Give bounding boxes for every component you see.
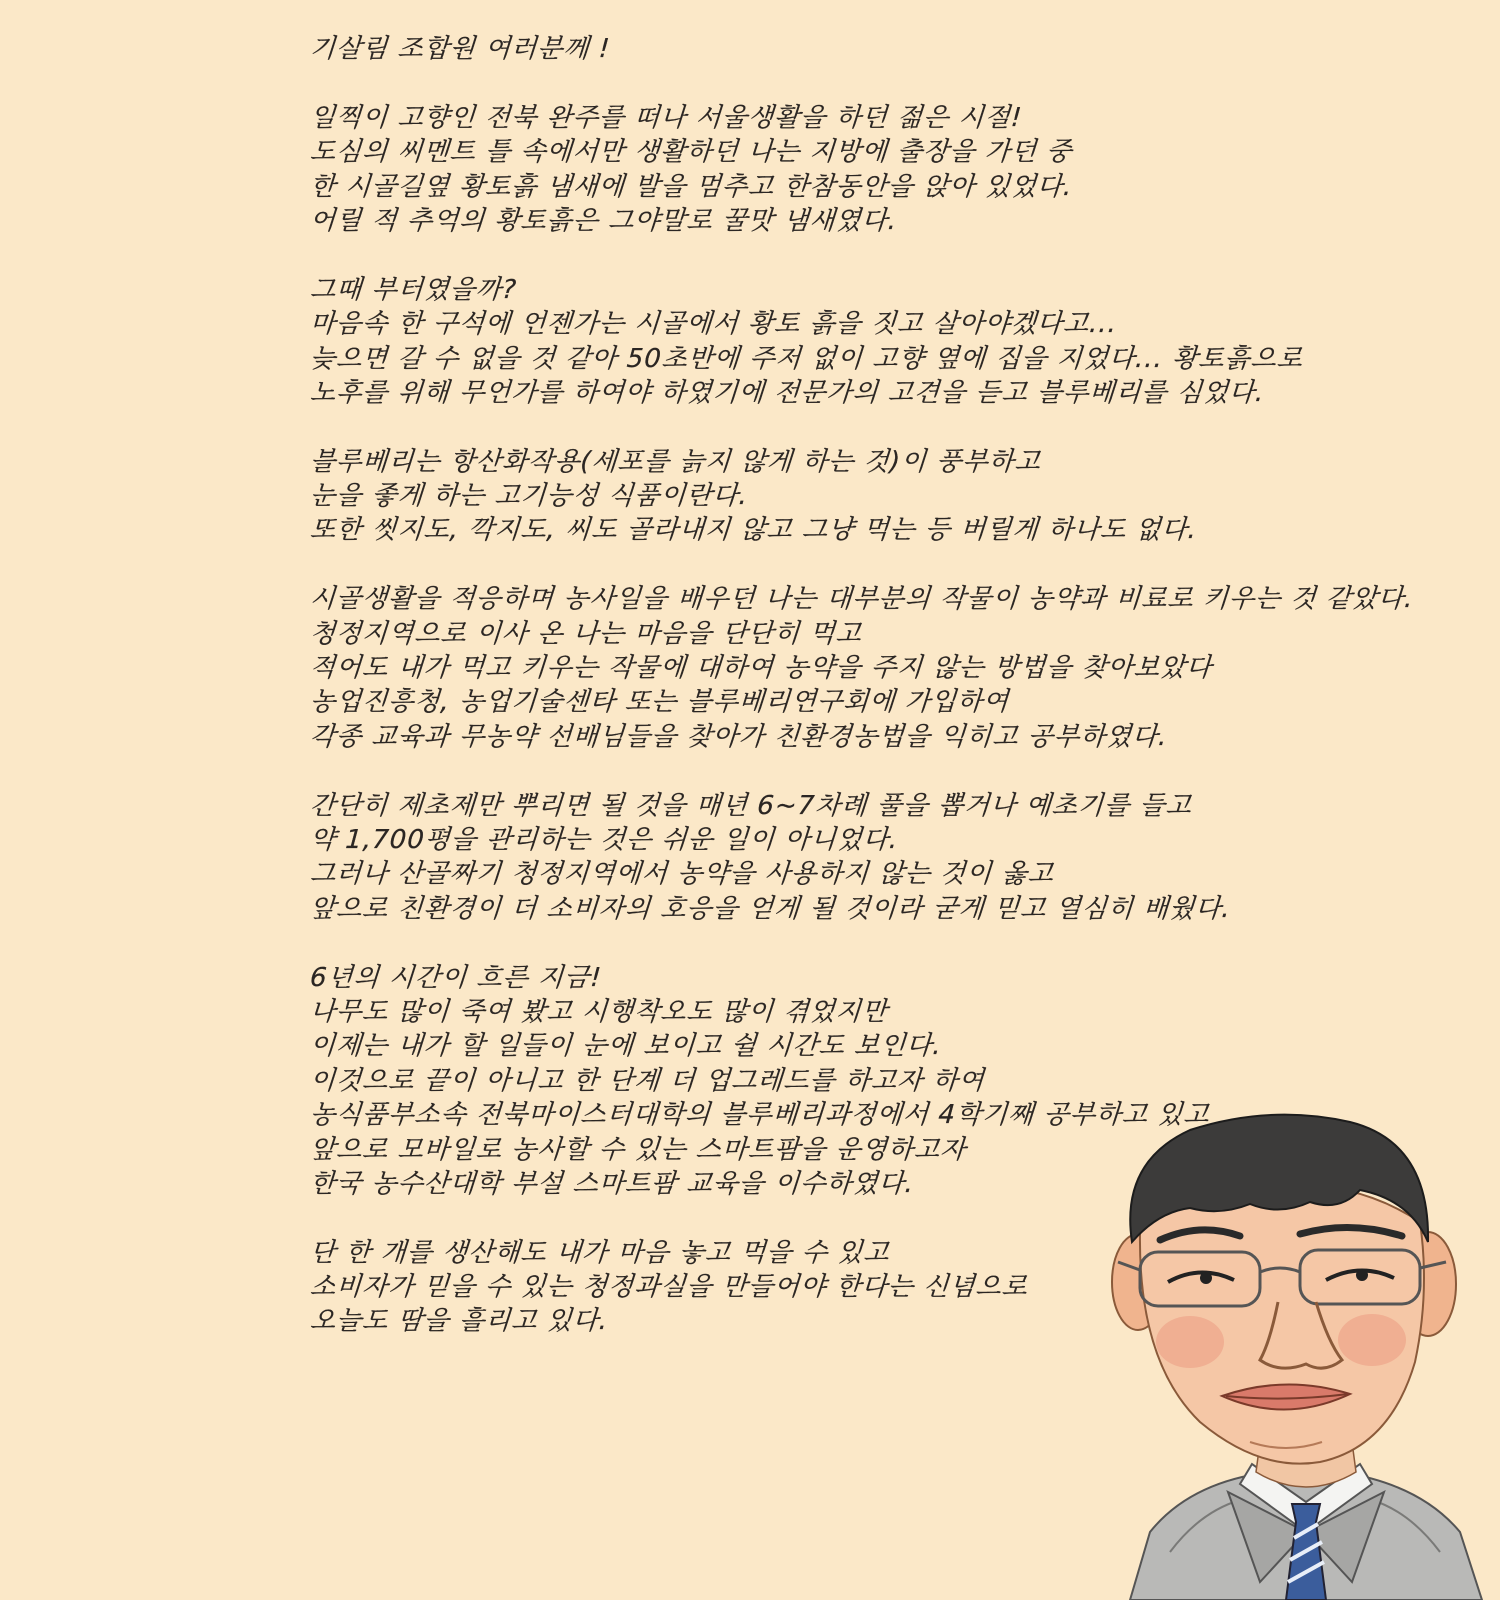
letter-line: 시골생활을 적응하며 농사일을 배우던 나는 대부분의 작물이 농약과 비료로 키우는 것 같았다.: [308, 584, 1415, 615]
letter-line: 앞으로 모바일로 농사할 수 있는 스마트팜을 운영하고자: [308, 1134, 968, 1165]
letter-greeting: 기살림 조합원 여러분께 !: [308, 34, 612, 64]
letter-line: 이제는 내가 할 일들이 눈에 보이고 쉴 시간도 보인다.: [308, 1031, 943, 1062]
letter-line: 앞으로 친환경이 더 소비자의 호응을 얻게 될 것이라 굳게 믿고 열심히 배웠다.: [308, 893, 1232, 924]
letter-line: 이것으로 끝이 아니고 한 단계 더 업그레드를 하고자 하여: [308, 1065, 986, 1096]
letter-line: 6년의 시간이 흐른 지금!: [308, 962, 603, 993]
paragraph-gap: [310, 754, 1240, 788]
letter-line: 눈을 좋게 하는 고기능성 식품이란다.: [308, 481, 750, 512]
letter-line: 청정지역으로 이사 온 나는 마음을 단단히 먹고: [308, 618, 863, 649]
letter-line: 소비자가 믿을 수 있는 청정과실을 만들어야 한다는 신념으로: [308, 1272, 1029, 1303]
author-caricature-portrait: [1110, 1112, 1500, 1600]
paragraph-gap: [310, 1201, 1240, 1235]
letter-line: 각종 교육과 무농약 선배님들을 찾아가 친환경농법을 익히고 공부하였다.: [308, 721, 1169, 752]
letter-line: 노후를 위해 무언가를 하여야 하였기에 전문가의 고견을 듣고 블루베리를 심었다.: [308, 377, 1266, 408]
letter-line: 단 한 개를 생산해도 내가 마음 놓고 먹을 수 있고: [308, 1237, 891, 1268]
letter-line: 도심의 씨멘트 틀 속에서만 생활하던 나는 지방에 출장을 가던 중: [308, 137, 1074, 168]
paragraph-gap: [310, 410, 1240, 444]
letter-line: 일찍이 고향인 전북 완주를 떠나 서울생활을 하던 젊은 시절!: [308, 102, 1024, 133]
handwritten-letter: [308, 32, 1415, 1339]
letter-line: 또한 씻지도, 깍지도, 씨도 골라내지 않고 그냥 먹는 등 버릴게 하나도 없다.: [308, 515, 1199, 546]
letter-line: 늦으면 갈 수 없을 것 같아 50초반에 주저 없이 고향 옆에 집을 지었다... 황토흙으로: [308, 343, 1304, 374]
letter-line: 간단히 제초제만 뿌리면 될 것을 매년 6~7차례 풀을 뽑거나 예초기를 들고: [308, 790, 1193, 821]
letter-line: 그때 부터였을까?: [308, 274, 518, 305]
letter-line: 농업진흥청, 농업기술센타 또는 블루베리연구회에 가입하여: [308, 687, 1011, 718]
letter-line: 한국 농수산대학 부설 스마트팜 교육을 이수하였다.: [308, 1168, 916, 1199]
letter-line: 어릴 적 추억의 황토흙은 그야말로 꿀맛 냄새였다.: [308, 205, 899, 236]
letter-line: 블루베리는 항산화작용(세포를 늙지 않게 하는 것)이 풍부하고: [308, 446, 1042, 477]
paragraph-gap: [310, 66, 1240, 100]
letter-line: 농식품부소속 전북마이스터대학의 블루베리과정에서 4학기째 공부하고 있고: [308, 1100, 1211, 1131]
letter-line: 그러나 산골짜기 청정지역에서 농약을 사용하지 않는 것이 옳고: [308, 859, 1055, 890]
letter-line: 마음속 한 구석에 언젠가는 시골에서 황토 흙을 짓고 살아야겠다고...: [308, 309, 1119, 340]
letter-line: 약 1,700평을 관리하는 것은 쉬운 일이 아니었다.: [308, 824, 900, 855]
paragraph-gap: [310, 238, 1240, 272]
letter-line: 나무도 많이 죽여 봤고 시행착오도 많이 겪었지만: [308, 996, 889, 1027]
letter-line: 오늘도 땀을 흘리고 있다.: [308, 1306, 610, 1337]
paragraph-gap: [310, 926, 1240, 960]
paragraph-gap: [310, 548, 1240, 582]
letter-line: 적어도 내가 먹고 키우는 작물에 대하여 농약을 주지 않는 방법을 찾아보았다: [308, 653, 1214, 684]
letter-line: 한 시골길옆 황토흙 냄새에 발을 멈추고 한참동안을 앉아 있었다.: [308, 171, 1074, 202]
